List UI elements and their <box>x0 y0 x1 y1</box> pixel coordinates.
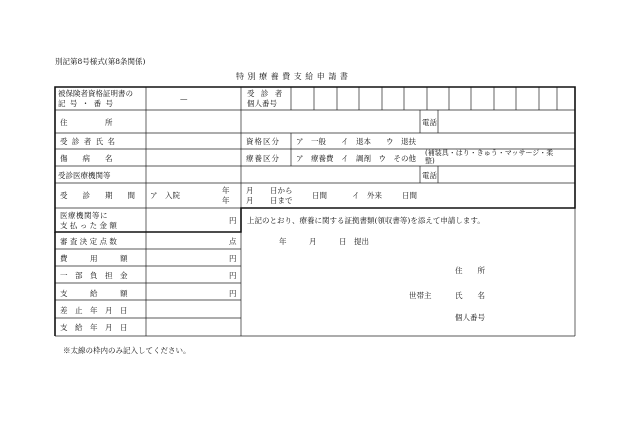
period-days-outpatient: 日間 <box>402 191 417 200</box>
cost-label: 費 用 額 <box>60 254 128 263</box>
paid-label-line1: 医療機関等に <box>60 211 108 220</box>
period-label: 受 診 期 間 <box>60 191 135 200</box>
paid-label-line2: 支 払 っ た 金 額 <box>60 221 117 230</box>
footer-note: ※太線の枠内のみ記入してください。 <box>63 346 191 355</box>
review-points-unit: 点 <box>229 237 237 246</box>
period-days-inpatient: 日間 <box>312 191 327 200</box>
period-year-to: 年 <box>222 196 230 205</box>
insured-label-line1: 被保険者資格証明書の <box>58 89 133 98</box>
stop-date-label: 差 止 年 月 日 <box>60 306 128 315</box>
address-label: 住 所 <box>60 118 113 127</box>
payment-unit: 円 <box>229 289 237 298</box>
submit-date: 年 月 日 提出 <box>279 237 369 246</box>
treatment-label: 療養区分 <box>246 154 280 163</box>
qualification-options: ア 一般 イ 退本 ウ 退扶 <box>296 137 416 146</box>
payment-date-label: 支 給 年 月 日 <box>60 323 128 332</box>
period-outpatient: イ 外来 <box>352 191 382 200</box>
copay-label: 一 部 負 担 金 <box>60 271 128 280</box>
phone-label: 電話 <box>422 118 437 127</box>
patient-label-line2: 個人番号 <box>247 99 277 108</box>
form-title: 特 別 療 養 費 支 給 申 請 書 <box>236 72 349 81</box>
qualification-label: 資格区分 <box>246 137 280 146</box>
signature-id-number: 個人番号 <box>455 313 485 322</box>
cost-unit: 円 <box>229 254 237 263</box>
phone-label-facility: 電話 <box>422 171 437 180</box>
period-inpatient: ア 入院 <box>150 191 180 200</box>
signature-name: 氏 名 <box>455 291 485 300</box>
payment-label: 支 給 額 <box>60 289 128 298</box>
form-reference: 別記第8号様式(第8条関係) <box>55 57 146 66</box>
disease-label: 傷 病 名 <box>60 154 113 163</box>
facility-label: 受診医療機関等 <box>58 171 111 180</box>
treatment-options: ア 療養費 イ 調剤 ウ その他 <box>296 154 416 163</box>
householder-label: 世帯主 <box>409 291 432 300</box>
period-from-label: 日から <box>270 186 293 195</box>
copay-unit: 円 <box>229 271 237 280</box>
patient-label-line1: 受 診 者 <box>247 89 285 98</box>
review-points-label: 審 査 決 定 点 数 <box>60 237 117 246</box>
patient-name-label: 受 診 者 氏 名 <box>60 137 117 146</box>
treatment-other-line2: 整) <box>425 157 435 165</box>
period-month-to: 月 <box>246 196 254 205</box>
treatment-other-line1: (補装具・はり・きゅう・マッサージ・柔 <box>425 149 554 157</box>
insured-label-line2: 記 号 ・ 番 号 <box>58 99 115 108</box>
period-to-label: 日まで <box>270 196 293 205</box>
paid-unit: 円 <box>229 216 237 225</box>
period-month-from: 月 <box>246 186 254 195</box>
period-year-from: 年 <box>222 186 230 195</box>
signature-address: 住 所 <box>455 266 485 275</box>
insured-number-dash: — <box>180 94 188 103</box>
application-statement: 上記のとおり、療養に関する証拠書類(領収書等)を添えて申請します。 <box>247 216 485 225</box>
